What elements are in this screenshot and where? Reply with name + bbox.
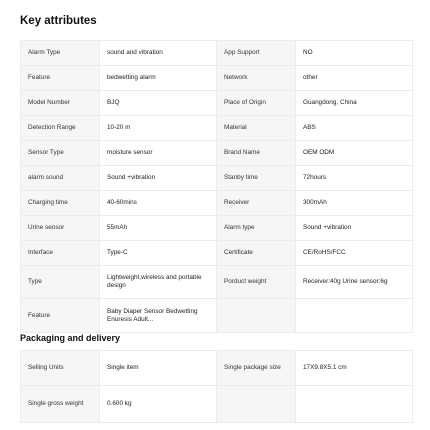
attribute-label: Single package size <box>217 351 296 386</box>
attribute-label: Material <box>217 116 296 141</box>
table-row <box>21 91 413 116</box>
attribute-value: bedwetting alarm <box>100 66 217 91</box>
attribute-label: Type <box>21 266 100 299</box>
attribute-value: ABS <box>296 116 413 141</box>
attribute-value: Sound +vibration <box>100 166 217 191</box>
attribute-label: Charging time <box>21 191 100 216</box>
attribute-label: App Support <box>217 41 296 66</box>
attribute-label: Brand Name <box>217 141 296 166</box>
attribute-label: Alarm type <box>217 216 296 241</box>
attribute-label: alarm sound <box>21 166 100 191</box>
table-row <box>21 166 413 191</box>
attribute-label <box>217 299 296 333</box>
attribute-label: Detection Range <box>21 116 100 141</box>
table-row <box>21 216 413 241</box>
attribute-value: 17X9.8X5.1 cm <box>296 351 413 386</box>
attribute-value: Guangdong, China <box>296 91 413 116</box>
attribute-value: 0.600 kg <box>100 386 217 423</box>
attribute-label: Receiver <box>217 191 296 216</box>
table-row <box>21 116 413 141</box>
attribute-value: Single item <box>100 351 217 386</box>
attribute-value: CE/RoHS/FCC <box>296 241 413 266</box>
attribute-value: NO <box>296 41 413 66</box>
attribute-label: Porduct weight <box>217 266 296 299</box>
table-row <box>21 241 413 266</box>
table-row <box>21 299 413 333</box>
attribute-value: Lightweight,wireless and portable design <box>100 266 217 299</box>
table-row <box>21 66 413 91</box>
attribute-label <box>217 386 296 423</box>
attribute-label: Alarm Type <box>21 41 100 66</box>
attribute-value: 40-60mins <box>100 191 217 216</box>
attribute-label: Sensor Type <box>21 141 100 166</box>
attribute-label: Single gross weight <box>21 386 100 423</box>
attribute-value: Baby Diaper Sensor Bedwetting Enuresis Adult... <box>100 299 217 333</box>
attribute-label: Selling Units <box>21 351 100 386</box>
table-row <box>21 191 413 216</box>
attribute-value: 55mAh <box>100 216 217 241</box>
attribute-value <box>296 386 413 423</box>
table-row <box>21 141 413 166</box>
attribute-label: Urine sensor <box>21 216 100 241</box>
attribute-label: Feature <box>21 66 100 91</box>
attribute-value: BJQ <box>100 91 217 116</box>
attribute-value: sound and vibration <box>100 41 217 66</box>
attribute-value: other <box>296 66 413 91</box>
key-attributes-heading: Key attributes <box>20 15 97 27</box>
packaging-heading: Packaging and delivery <box>20 333 121 343</box>
attribute-value: Type-C <box>100 241 217 266</box>
attribute-value: OEM ODM <box>296 141 413 166</box>
attribute-value: moisture sensor <box>100 141 217 166</box>
table-row <box>21 41 413 66</box>
attribute-value: 300mAh <box>296 191 413 216</box>
attribute-label: Network <box>217 66 296 91</box>
attribute-label: Model Number <box>21 91 100 116</box>
attribute-label: Interface <box>21 241 100 266</box>
attribute-label: Stanby time <box>217 166 296 191</box>
attribute-value: Sound +vibration <box>296 216 413 241</box>
attribute-value <box>296 299 413 333</box>
table-row <box>21 386 413 423</box>
attribute-label: Place of Origin <box>217 91 296 116</box>
table-row <box>21 351 413 386</box>
attribute-label: Feature <box>21 299 100 333</box>
table-row <box>21 266 413 299</box>
packaging-table <box>20 350 413 423</box>
attribute-value: 72hours <box>296 166 413 191</box>
attribute-label: Certificate <box>217 241 296 266</box>
attribute-value: 10-20 m <box>100 116 217 141</box>
attribute-value: Receiver:40g Urine sensor:6g <box>296 266 413 299</box>
key-attributes-table <box>20 40 413 333</box>
